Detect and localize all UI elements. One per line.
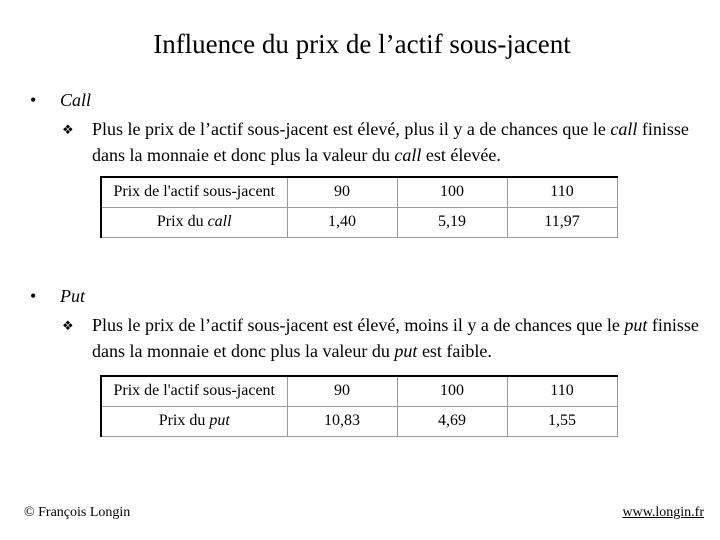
table-cell: 1,55	[507, 406, 617, 436]
footer-author	[24, 505, 130, 521]
table-row	[101, 177, 617, 207]
table-cell: 1,40	[287, 207, 397, 237]
table-cell: 90	[287, 177, 397, 207]
table-cell: 90	[287, 376, 397, 406]
row-label: Prix du put	[101, 406, 287, 436]
table-cell: 100	[397, 376, 507, 406]
table-row	[101, 406, 617, 436]
diamond-bullet-icon: ❖	[62, 318, 74, 333]
put-term: put	[394, 341, 418, 361]
bullet-call-label: Call	[60, 90, 92, 110]
table-row	[101, 207, 617, 237]
author-name: François Longin	[38, 505, 131, 520]
row-label: Prix de l'actif sous-jacent	[101, 177, 287, 207]
bullet-dot: •	[30, 90, 37, 110]
table-cell: 110	[507, 376, 617, 406]
row-label: Prix de l'actif sous-jacent	[101, 376, 287, 406]
page-title: Influence du prix de l’actif sous-jacent	[153, 29, 571, 59]
bullet-call	[30, 88, 91, 112]
footer-website-link[interactable]: www.longin.fr	[622, 505, 704, 520]
diamond-bullet-icon: ❖	[62, 122, 74, 137]
table-cell: 10,83	[287, 406, 397, 436]
row-label: Prix du call	[101, 207, 287, 237]
table-cell: 4,69	[397, 406, 507, 436]
bullet-dot: •	[30, 286, 37, 306]
call-term: call	[394, 145, 422, 165]
bullet-put-label: Put	[60, 286, 85, 306]
call-text: Plus le prix de l’actif sous-jacent est élevé, plus il y a de chances que le call finisse dans la monnaie et donc plus la valeur du call est élevée.	[92, 119, 689, 165]
table-cell: 11,97	[507, 207, 617, 237]
bullet-put	[30, 284, 85, 308]
table-row	[101, 376, 617, 406]
table-cell: 110	[507, 177, 617, 207]
put-term: put	[624, 315, 648, 335]
put-text: Plus le prix de l’actif sous-jacent est élevé, moins il y a de chances que le put finisse dans la monnaie et donc plus la valeur du put est faible.	[92, 315, 699, 361]
table-cell: 100	[397, 177, 507, 207]
table-cell: 5,19	[397, 207, 507, 237]
call-table	[100, 176, 618, 238]
call-term: call	[610, 119, 638, 139]
copyright-icon: ©	[24, 505, 35, 520]
put-table	[100, 375, 618, 437]
